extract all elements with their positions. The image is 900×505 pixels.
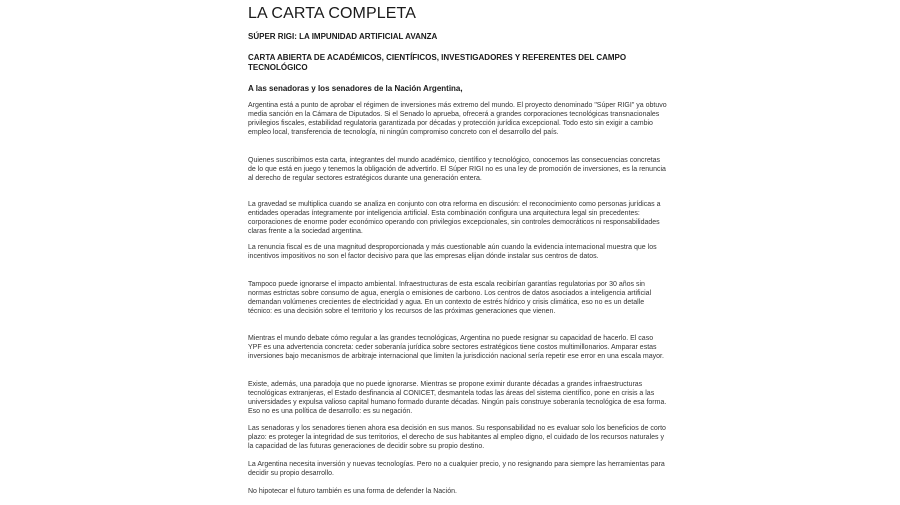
letter-paragraph-6: Mientras el mundo debate cómo regular a las grandes tecnológicas, Argentina no puede resignar su capacidad de hacerlo. El caso YPF es una advertencia concreta: ceder soberanía jurídica sobre sectores estratégicos tiene costos multimillonarios. Amparar estas inversiones bajo mecanismos de arbitraje internacional que limiten la jurisdicción nacional sería repetir ese error en una escala mayor. xyxy=(248,335,664,360)
letter-paragraph-7: Existe, además, una paradoja que no puede ignorarse. Mientras se propone eximir durante décadas a grandes infraestructuras tecnológicas extranjeras, el Estado desfinancia al CONICET, desmantela todas las áreas del sistema científico, pone en crisis a las universidades y expulsa valioso capital humano formado durante décadas. Ningún país construye soberanía tecnológica de esa forma. Eso no es una política de desarrollo: es su negación. xyxy=(248,381,667,415)
letter-salutation: A las senadoras y los senadores de la Nación Argentina, xyxy=(248,84,463,93)
letter-paragraph-1: Argentina está a punto de aprobar el régimen de inversiones más extremo del mundo. El proyecto denominado "Súper RIGI" ya obtuvo media sanción en la Cámara de Diputados. Si el Senado lo aprueba, ofrecerá a grandes corporaciones tecnológicas transnacionales privilegios fiscales, estabilidad regulatoria garantizada por décadas y protección jurídica excepcional. Todo esto sin exigir a cambio empleo local, transferencia de tecnología, ni ningún compromiso concreto con el desarrollo del país. xyxy=(248,102,667,136)
letter-paragraph-3: La gravedad se multiplica cuando se analiza en conjunto con otra reforma en discusión: el reconocimiento como personas jurídicas a entidades operadas íntegramente por inteligencia artificial. Esta combinación configura una arquitectura legal sin precedentes: corporaciones de enorme poder económico operando con privilegios excepcionales, sin controles democráticos ni responsabilidades claras frente a la sociedad argentina. xyxy=(248,201,661,235)
document-title: LA CARTA COMPLETA xyxy=(248,5,416,22)
letter-paragraph-10: No hipotecar el futuro también es una forma de defender la Nación. xyxy=(248,488,457,495)
letter-paragraph-4: La renuncia fiscal es de una magnitud desproporcionada y más cuestionable aún cuando la evidencia internacional muestra que los incentivos impositivos no son el factor decisivo para que las empresas elijan dónde instalar sus centros de datos. xyxy=(248,244,657,260)
letter-subtitle: SÚPER RIGI: LA IMPUNIDAD ARTIFICIAL AVANZA xyxy=(248,32,438,41)
letter-paragraph-8: Las senadoras y los senadores tienen ahora esa decisión en sus manos. Su responsabilidad no es evaluar solo los beneficios de corto plazo: es proteger la integridad de sus territorios, el derecho de sus habitantes al empleo digno, el cuidado de los recursos naturales y la capacidad de las futuras generaciones de decidir sobre su propio destino. xyxy=(248,425,666,450)
letter-heading: CARTA ABIERTA DE ACADÉMICOS, CIENTÍFICOS, INVESTIGADORES Y REFERENTES DEL CAMPO TECNOLÓGICO xyxy=(248,53,627,72)
letter-paragraph-2: Quienes suscribimos esta carta, integrantes del mundo académico, científico y tecnológico, conocemos las consecuencias concretas de lo que está en juego y tenemos la obligación de advertirlo. El Súper RIGI no es una ley de promoción de inversiones, es la renuncia al derecho de regular sectores estratégicos durante una generación entera. xyxy=(248,157,666,182)
letter-paragraph-9: La Argentina necesita inversión y nuevas tecnologías. Pero no a cualquier precio, y no resignando para siempre las herramientas para decidir su propio desarrollo. xyxy=(248,461,665,477)
letter-paragraph-5: Tampoco puede ignorarse el impacto ambiental. Infraestructuras de esta escala recibirían garantías regulatorias por 30 años sin normas estrictas sobre consumo de agua, energía o emisiones de carbono. Los centros de datos asociados a inteligencia artificial demandan volúmenes crecientes de electricidad y agua. En un contexto de estrés hídrico y crisis climática, eso no es un detalle técnico: es una decisión sobre el territorio y los recursos de las próximas generaciones que vienen. xyxy=(248,281,652,315)
